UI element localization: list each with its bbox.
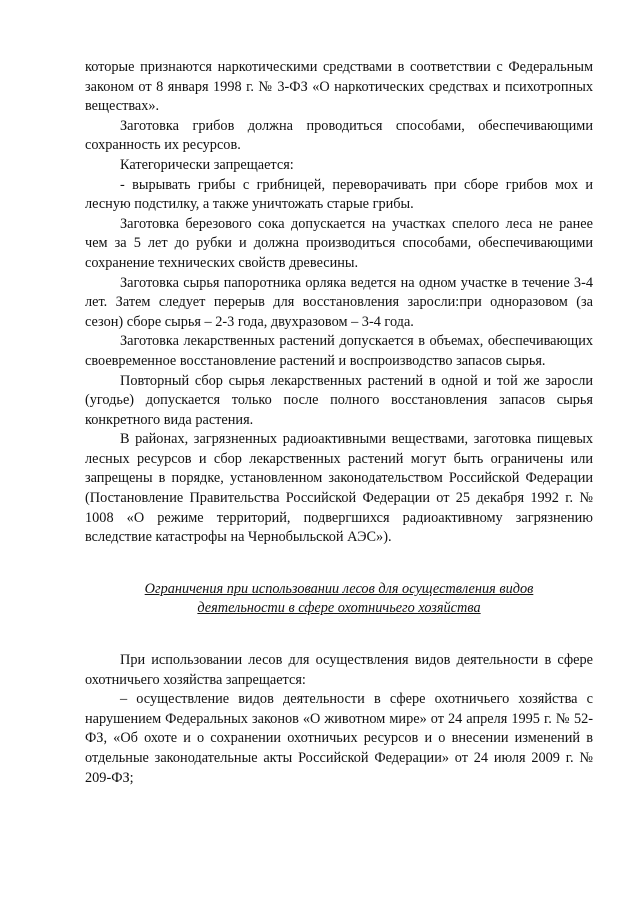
paragraph-hunting-laws: – осуществление видов деятельности в сфере охотничьего хозяйства с нарушением Федеральных законов «О животном мире» от 24 апреля 1995 г. № 52-ФЗ, «Об охоте и о сохранении охотничьих ресурсов и о внесении изменений в отдельные законодательные акты Российской Федерации» от 24 июля 2009 г. № 209-ФЗ; (85, 691, 593, 786)
paragraph-birch-sap: Заготовка березового сока допускается на участках спелого леса не ранее чем за 5 лет до рубки и должна производиться способами, обеспечивающими сохранение технических свойств древесины. (85, 215, 593, 271)
paragraph-narcotic-plants: которые признаются наркотическими средствами в соответствии с Федеральным законом от 8 января 1998 г. № 3-ФЗ «О наркотических средствах и психотропных веществах». (85, 59, 593, 115)
document-body (85, 58, 593, 788)
section-heading-line-1: Ограничения при использовании лесов для осуществления видов (144, 580, 534, 597)
paragraph-hunting-prohibited: При использовании лесов для осуществления видов деятельности в сфере охотничьего хозяйства запрещается: (85, 652, 593, 688)
section-heading-line-2: деятельности в сфере охотничьего хозяйства (197, 600, 481, 617)
paragraph-prohibited-heading: Категорически запрещается: (120, 156, 294, 173)
paragraph-prohibited-item: - вырывать грибы с грибницей, переворачивать при сборе грибов мох и лесную подстилку, а также уничтожать старые грибы. (85, 176, 593, 213)
paragraph-repeat-collection: Повторный сбор сырья лекарственных растений в одной и той же заросли (угодье) допускается только после полного восстановления запасов сырья конкретного вида растения. (85, 372, 593, 428)
section-heading (85, 580, 593, 619)
paragraph-bracken-fern: Заготовка сырья папоротника орляка ведется на одном участке в течение 3-4 лет. Затем следует перерыв для восстановления заросли:при одноразовом (за сезон) сборе сырья – 2-3 года, двухразовом – 3-4 года. (85, 274, 593, 330)
paragraph-medicinal-plants: Заготовка лекарственных растений допускается в объемах, обеспечивающих своевременное восстановление растений и воспроизводство запасов сырья. (85, 333, 593, 369)
paragraph-radioactive-areas: В районах, загрязненных радиоактивными веществами, заготовка пищевых лесных ресурсов и сбор лекарственных растений могут быть ограничены или запрещены в порядке, установленном законодательством Российской Федерации (Постановление Правительства Российской Федерации от 25 декабря 1992 г. № 1008 «О режиме территорий, подвергшихся радиоактивному загрязнению вследствие катастрофы на Чернобыльской АЭС»). (85, 431, 593, 546)
paragraph-mushroom-harvesting: Заготовка грибов должна проводиться способами, обеспечивающими сохранность их ресурсов. (85, 117, 593, 154)
